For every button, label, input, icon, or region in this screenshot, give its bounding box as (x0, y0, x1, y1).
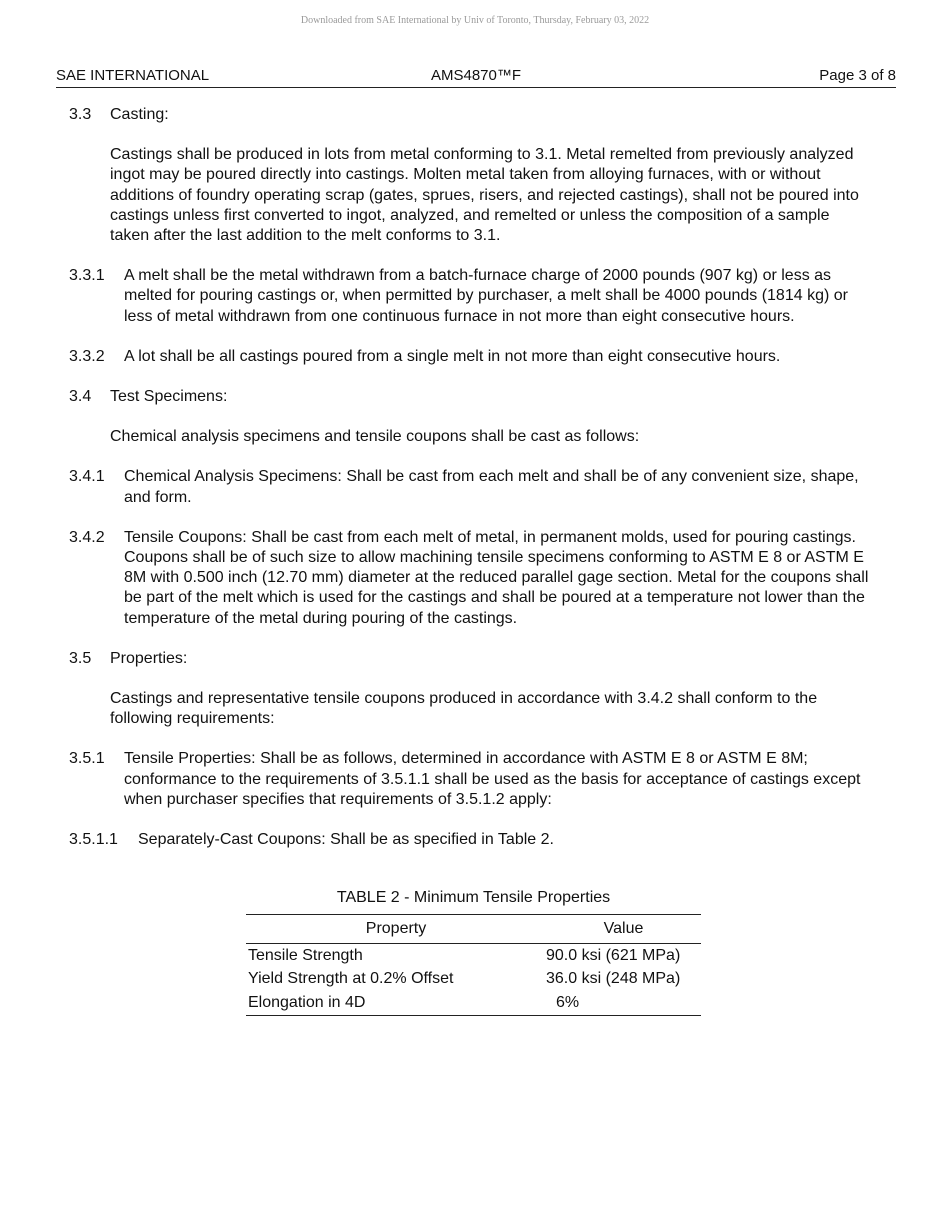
paragraph: Separately-Cast Coupons: Shall be as specified in Table 2. (138, 831, 554, 849)
section-3-5-1 (0, 749, 950, 810)
table-2 (246, 887, 701, 1016)
section-3-4-heading (0, 387, 950, 407)
section-3-4-1 (0, 467, 950, 507)
section-number: 3.3 (69, 106, 92, 123)
value-text: 36.0 ksi (248 MPa) (546, 970, 681, 988)
section-title: Casting: (110, 106, 169, 123)
table-row (246, 991, 701, 1015)
table-row (246, 968, 701, 992)
section-3-3-body (0, 145, 950, 246)
section-3-3-heading (0, 105, 950, 125)
section-3-5-heading (0, 649, 950, 669)
section-title: Properties: (110, 649, 188, 667)
property-cell: Elongation in 4D (248, 993, 366, 1011)
value-text: 90.0 ksi (621 MPa) (546, 946, 681, 964)
property-cell: Yield Strength at 0.2% Offset (248, 970, 454, 988)
section-number: 3.5.1.1 (69, 831, 118, 849)
paragraph: Tensile Properties: Shall be as follows, determined in accordance with ASTM E 8 or ASTM E 8M; conformance to the requirements of 3.5.1.1 shall be used as the basis for acceptance of castings except when purchaser specifies that requirements of 3.5.1.2 apply: (124, 750, 861, 808)
section-3-4-2 (0, 528, 950, 629)
column-header-property: Property (365, 920, 427, 937)
section-3-3-2 (0, 347, 950, 367)
section-number: 3.3.2 (69, 347, 105, 365)
download-watermark: Downloaded from SAE International by Univ of Toronto, Thursday, February 03, 2022 (300, 15, 650, 26)
section-3-5-1-1 (0, 830, 950, 850)
paragraph: Castings shall be produced in lots from metal conforming to 3.1. Metal remelted from previously analyzed ingot may be poured directly into castings. Molten metal taken from alloying furnaces, with or without additions of foundry operating scrap (gates, sprues, risers, and rejected castings), shall not be poured into castings unless first converted to ingot, analyzed, and remelted or unless the composition of a sample taken after the last addition to the melt conforms to 3.1. (110, 146, 859, 245)
paragraph: A melt shall be the metal withdrawn from a batch-furnace charge of 2000 pounds (907 kg) or less as melted for pouring castings or, when permitted by purchaser, a melt shall be 4000 pounds (1814 kg) or less of metal withdrawn from one continuous furnace in not more than eight consecutive hours. (124, 267, 848, 325)
header-page-number: Page 3 of 8 (819, 67, 896, 84)
section-number: 3.4.2 (69, 528, 105, 546)
value-cell (546, 991, 701, 1015)
column-header-value: Value (603, 920, 644, 937)
paragraph: Chemical Analysis Specimens: Shall be cast from each melt and shall be of any convenient size, shape, and form. (124, 468, 859, 506)
header-document-id: AMS4870™F (430, 67, 522, 84)
section-number: 3.3.1 (69, 267, 105, 285)
section-3-5-body (0, 689, 950, 729)
value-text: 6% (556, 993, 580, 1011)
document-body (0, 105, 950, 850)
section-3-3-1 (0, 266, 950, 327)
table-title: TABLE 2 - Minimum Tensile Properties (336, 889, 611, 906)
section-title: Test Specimens: (110, 388, 228, 406)
table-header-row (246, 915, 701, 944)
value-cell (546, 944, 701, 968)
section-number: 3.4.1 (69, 468, 105, 486)
paragraph: Tensile Coupons: Shall be cast from each melt of metal, in permanent molds, used for pouring castings. Coupons shall be of such size to allow machining tensile specimens conforming to ASTM E 8 or ASTM E 8M with 0.500 inch (12.70 mm) diameter at the reduced parallel gage section. Metal for the coupons shall be part of the melt which is used for the castings and shall be poured at a temperature not lower than the temperature of the metal during pouring of the castings. (124, 528, 869, 627)
section-3-4-body (0, 427, 950, 447)
tensile-properties-table (246, 914, 701, 1016)
value-cell (546, 968, 701, 992)
paragraph: A lot shall be all castings poured from a single melt in not more than eight consecutive hours. (124, 347, 781, 365)
property-cell: Tensile Strength (248, 946, 363, 964)
page-header (56, 67, 896, 88)
section-number: 3.4 (69, 388, 92, 406)
paragraph: Castings and representative tensile coupons produced in accordance with 3.4.2 shall conform to the following requirements: (110, 690, 818, 728)
section-number: 3.5 (69, 649, 92, 667)
paragraph: Chemical analysis specimens and tensile coupons shall be cast as follows: (110, 428, 640, 446)
header-organization: SAE INTERNATIONAL (56, 67, 210, 84)
section-number: 3.5.1 (69, 750, 105, 768)
table-row (246, 944, 701, 968)
